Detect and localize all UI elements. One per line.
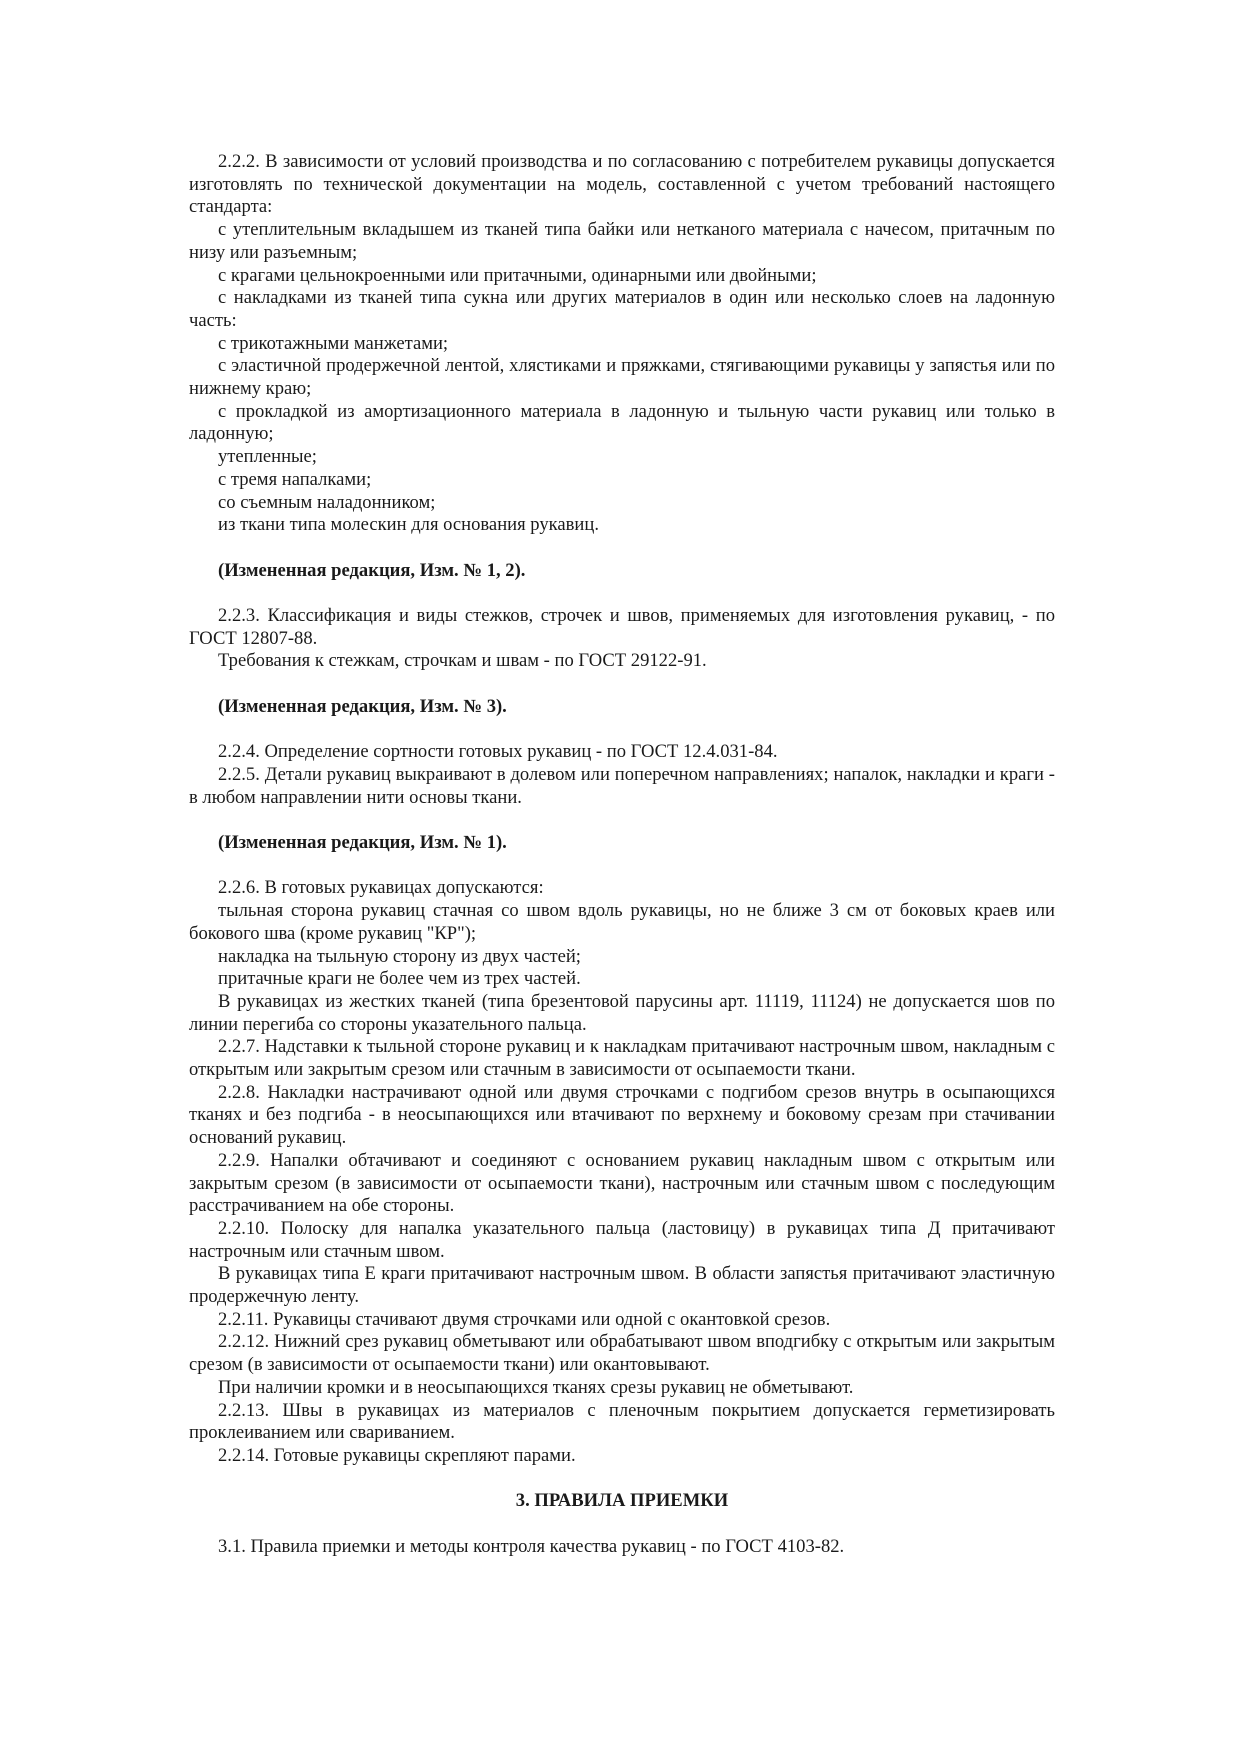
spacer <box>189 1468 1055 1491</box>
spacer <box>189 855 1055 878</box>
paragraph: 2.2.6. В готовых рукавицах допускаются: <box>218 877 544 899</box>
amendment-note-2: (Измененная редакция, Изм. № 3). <box>218 695 507 717</box>
paragraph: 2.2.9. Напалки обтачивают и соединяют с основанием рукавиц накладным швом с открытым или закрытым срезом (в зависимости от осыпаемости ткани), настрочным или стачным швом с последующим расстрачиванием на обе стороны. <box>189 1149 1055 1217</box>
paragraph: При наличии кромки и в неосыпающихся тканях срезы рукавиц не обметывают. <box>218 1376 854 1398</box>
spacer <box>189 582 1055 605</box>
paragraph: Требования к стежкам, строчкам и швам - по ГОСТ 29122-91. <box>218 650 707 672</box>
paragraph: со съемным наладонником; <box>218 491 436 513</box>
paragraph: 2.2.13. Швы в рукавицах из материалов с пленочным покрытием допускается герметизировать проклеиванием или свариванием. <box>189 1399 1055 1444</box>
spacer <box>189 537 1055 560</box>
paragraph: с крагами цельнокроенными или притачными, одинарными или двойными; <box>218 264 817 286</box>
paragraph: 3.1. Правила приемки и методы контроля качества рукавиц - по ГОСТ 4103-82. <box>218 1535 845 1557</box>
paragraph: 2.2.4. Определение сортности готовых рукавиц - по ГОСТ 12.4.031-84. <box>218 741 778 763</box>
paragraph: с трикотажными манжетами; <box>218 332 449 354</box>
paragraph: утепленные; <box>218 446 317 468</box>
clause-3-1 <box>189 1536 1055 1559</box>
spacer <box>189 673 1055 696</box>
paragraph: из ткани типа молескин для основания рукавиц. <box>218 514 599 536</box>
paragraph: 2.2.10. Полоску для напалка указательного пальца (ластовицу) в рукавицах типа Д притачивают настрочным или стачным швом. <box>189 1217 1055 1262</box>
paragraph: с утеплительным вкладышем из тканей типа байки или нетканого материала с начесом, притачным по низу или разъемным; <box>189 219 1055 263</box>
amendment-note-1: (Измененная редакция, Изм. № 1, 2). <box>218 559 526 581</box>
section-heading: 3. ПРАВИЛА ПРИЕМКИ <box>515 1490 729 1512</box>
paragraph: тыльная сторона рукавиц стачная со швом вдоль рукавицы, но не ближе 3 см от боковых краев или бокового шва (кроме рукавиц "КР"); <box>189 900 1055 944</box>
document-page <box>189 151 1055 1558</box>
paragraph: 2.2.8. Накладки настрачивают одной или двумя строчками с подгибом срезов внутрь в осыпающихся тканях и без подгиба - в неосыпающихся или втачивают по верхнему и боковому срезам при стачивании оснований рукавиц. <box>189 1081 1055 1149</box>
paragraph: накладка на тыльную сторону из двух частей; <box>218 945 581 967</box>
amendment-note-3: (Измененная редакция, Изм. № 1). <box>218 832 507 854</box>
paragraph: 2.2.12. Нижний срез рукавиц обметывают или обрабатывают швом вподгибку с открытым или закрытым срезом (в зависимости от осыпаемости ткани) или окантовывают. <box>189 1331 1055 1376</box>
paragraph: В рукавицах типа Е краги притачивают настрочным швом. В области запястья притачивают эластичную продержечную ленту. <box>189 1263 1055 1308</box>
paragraph: 2.2.2. В зависимости от условий производства и по согласованию с потребителем рукавицы допускается изготовлять по технической документации на модель, составленной с учетом требований настоящего стандарта: <box>189 151 1055 218</box>
paragraph: с эластичной продержечной лентой, хлястиками и пряжками, стягивающими рукавицы у запястья или по нижнему краю; <box>189 355 1055 400</box>
paragraph: В рукавицах из жестких тканей (типа брезентовой парусины арт. 11119, 11124) не допускается шов по линии перегиба со стороны указательного пальца. <box>189 990 1055 1035</box>
paragraph: с прокладкой из амортизационного материала в ладонную и тыльную части рукавиц или только в ладонную; <box>189 400 1055 445</box>
paragraph: 2.2.5. Детали рукавиц выкраивают в долевом или поперечном направлениях; напалок, накладки и краги - в любом направлении нити основы ткани. <box>189 763 1055 808</box>
paragraph: 2.2.14. Готовые рукавицы скрепляют парами. <box>218 1444 576 1466</box>
clauses-2-2-6-to-2-2-14 <box>189 877 1055 1467</box>
paragraph: 2.2.7. Надставки к тыльной стороне рукавиц и к накладкам притачивают настрочным швом, накладным с открытым или закрытым срезом или стачным в зависимости от осыпаемости ткани. <box>189 1036 1055 1081</box>
spacer <box>189 809 1055 832</box>
clause-2-2-2 <box>189 151 1055 537</box>
paragraph: с тремя напалками; <box>218 468 372 490</box>
paragraph: 2.2.3. Классификация и виды стежков, строчек и швов, применяемых для изготовления рукавиц, - по ГОСТ 12807-88. <box>189 605 1055 649</box>
paragraph: притачные краги не более чем из трех частей. <box>218 968 581 990</box>
clauses-2-2-4-to-2-2-5 <box>189 741 1055 809</box>
spacer <box>189 719 1055 742</box>
paragraph: с накладками из тканей типа сукна или других материалов в один или несколько слоев на ладонную часть: <box>189 287 1055 331</box>
clause-2-2-3 <box>189 605 1055 673</box>
paragraph: 2.2.11. Рукавицы стачивают двумя строчками или одной с окантовкой срезов. <box>218 1308 831 1330</box>
spacer <box>189 1513 1055 1536</box>
